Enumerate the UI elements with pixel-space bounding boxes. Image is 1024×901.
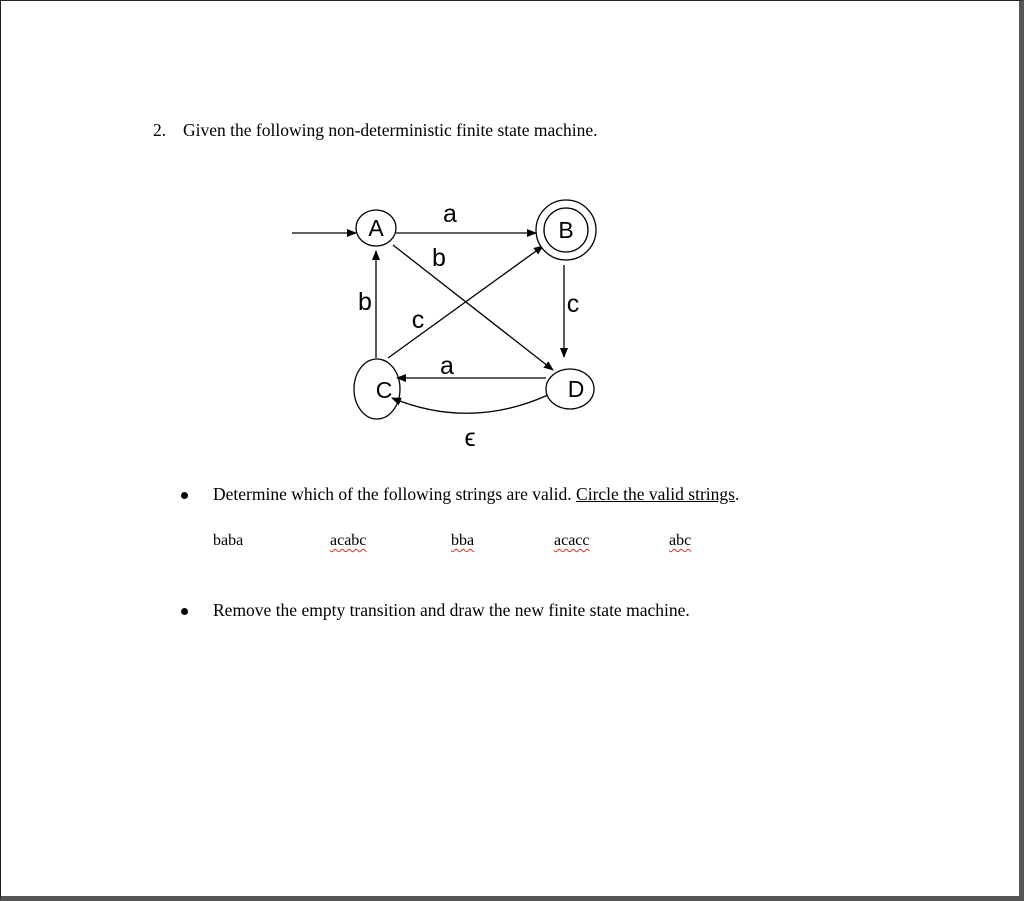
string-option[interactable]: abc [669,532,692,549]
bullet-dot [181,492,188,499]
label-b-d: c [566,290,580,318]
label-a-d: b [432,244,446,272]
label-d-c: a [440,352,454,380]
label-c-a: b [358,288,372,316]
state-a-label: A [368,215,384,241]
edge-c-b [388,246,543,358]
bullet-remove-text: Remove the empty transition and draw the new finite state machine. [213,600,690,620]
question-number: 2. [153,120,167,140]
state-b [536,200,596,260]
string-option[interactable]: bba [451,532,475,549]
label-a-b: a [443,200,457,228]
state-c-label: C [375,377,393,403]
string-option[interactable]: acabc [330,532,367,549]
bullet-determine-period: . [734,484,740,504]
bullet-dot [181,608,188,615]
label-epsilon: ϵ [464,424,476,452]
question-text: Given the following non-deterministic finite state machine. [183,120,598,140]
bullet-determine-main: Determine which of the following strings are valid. [213,484,577,504]
edge-d-c-epsilon [392,395,548,413]
fsm-diagram [280,190,620,460]
question-heading [153,120,598,141]
state-a [356,210,396,246]
circle-instruction: Circle the valid strings [576,484,735,504]
state-b-label: B [558,217,574,243]
label-c-b: c [411,306,425,334]
state-d-label: D [567,376,585,402]
string-option[interactable]: acacc [554,532,590,549]
string-option[interactable]: baba [213,532,244,549]
state-d [546,369,594,409]
state-c [354,359,400,419]
bullet-determine-text [213,484,739,505]
